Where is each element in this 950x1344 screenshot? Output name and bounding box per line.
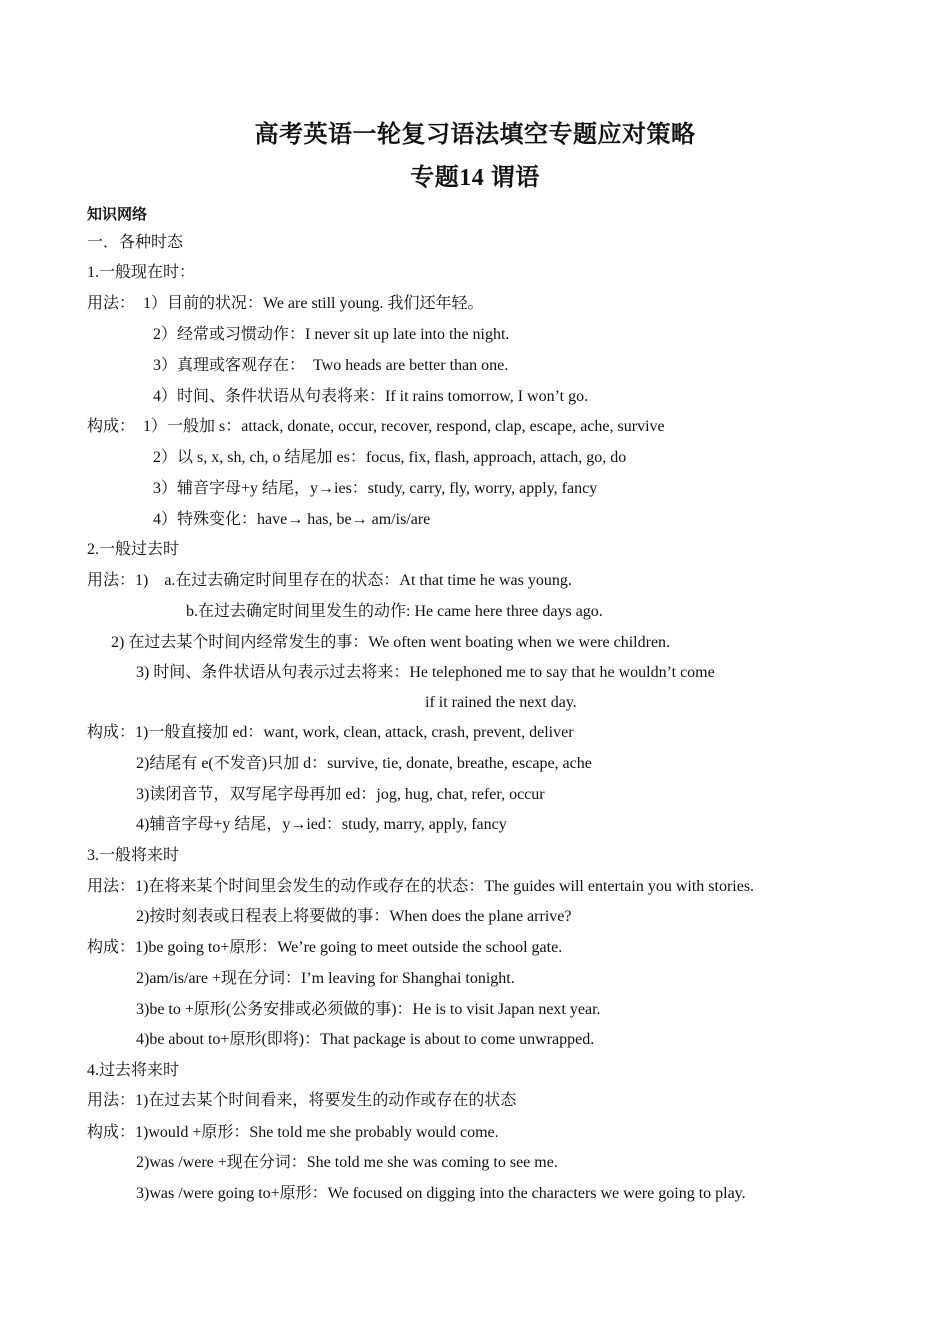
topic-heading-simple-past: 2.一般过去时 bbox=[87, 541, 180, 558]
text-line: 用法：1)在过去某个时间看来，将要发生的动作或存在的状态 bbox=[87, 1092, 517, 1109]
section-heading-knowledge: 知识网络 bbox=[87, 207, 148, 223]
text-line: 2)am/is/are +现在分词：I’m leaving for Shanghai tonight. bbox=[136, 970, 515, 987]
text-line: 3）真理或客观存在： Two heads are better than one. bbox=[153, 357, 509, 374]
text-line: 构成： 1）一般加 s：attack, donate, occur, recover, respond, clap, escape, ache, survive bbox=[87, 418, 665, 435]
topic-heading-simple-present: 1.一般现在时： bbox=[87, 264, 196, 281]
text-line: 构成：1)would +原形：She told me she probably would come. bbox=[87, 1124, 499, 1141]
text-line: 用法：1) a.在过去确定时间里存在的状态：At that time he was young. bbox=[87, 572, 572, 589]
text-line: 3) 时间、条件状语从句表示过去将来：He telephoned me to say that he wouldn’t come bbox=[136, 664, 715, 681]
text-line: 2)按时刻表或日程表上将要做的事：When does the plane arrive? bbox=[136, 908, 572, 925]
topic-heading-simple-future: 3.一般将来时 bbox=[87, 847, 180, 864]
text-line: 用法：1)在将来某个时间里会发生的动作或存在的状态：The guides will entertain you with stories. bbox=[87, 878, 755, 895]
text-line: 2）经常或习惯动作：I never sit up late into the night. bbox=[153, 326, 510, 343]
text-line: 4）特殊变化：have→ has, be→ am/is/are bbox=[153, 511, 431, 528]
text-line: 3）辅音字母+y 结尾，y→ies：study, carry, fly, worry, apply, fancy bbox=[153, 480, 598, 497]
text-line: 用法： 1）目前的状况：We are still young. 我们还年轻。 bbox=[87, 295, 484, 312]
text-line: 4）时间、条件状语从句表将来：If it rains tomorrow, I won’t go. bbox=[153, 388, 589, 405]
text-line: 2)结尾有 e(不发音)只加 d：survive, tie, donate, breathe, escape, ache bbox=[136, 755, 592, 772]
text-line: 3)读闭音节，双写尾字母再加 ed：jog, hug, chat, refer, occur bbox=[136, 786, 545, 803]
topic-heading-future-in-past: 4.过去将来时 bbox=[87, 1062, 180, 1079]
text-line: 构成：1)一般直接加 ed：want, work, clean, attack, crash, prevent, deliver bbox=[87, 724, 574, 741]
text-line: if it rained the next day. bbox=[425, 694, 577, 711]
text-line: 3)was /were going to+原形：We focused on digging into the characters we were going to play. bbox=[136, 1185, 746, 1202]
text-line: 2)was /were +现在分词：She told me she was coming to see me. bbox=[136, 1154, 558, 1171]
document-title: 高考英语一轮复习语法填空专题应对策略 bbox=[254, 122, 696, 148]
text-line: 2) 在过去某个时间内经常发生的事：We often went boating when we were children. bbox=[111, 634, 671, 651]
text-line: 构成：1)be going to+原形：We’re going to meet outside the school gate. bbox=[87, 939, 563, 956]
document-subtitle: 专题14 谓语 bbox=[410, 165, 540, 191]
text-line: b.在过去确定时间里发生的动作: He came here three days ago. bbox=[186, 603, 603, 620]
text-line: 4)be about to+原形(即将)：That package is about to come unwrapped. bbox=[136, 1031, 595, 1048]
text-line: 3)be to +原形(公务安排或必须做的事)：He is to visit Japan next year. bbox=[136, 1001, 601, 1018]
text-line: 2）以 s, x, sh, ch, o 结尾加 es：focus, fix, flash, approach, attach, go, do bbox=[153, 449, 627, 466]
text-line: 4)辅音字母+y 结尾，y→ied：study, marry, apply, fancy bbox=[136, 816, 507, 833]
section-heading-tenses: 一．各种时态 bbox=[87, 234, 184, 251]
